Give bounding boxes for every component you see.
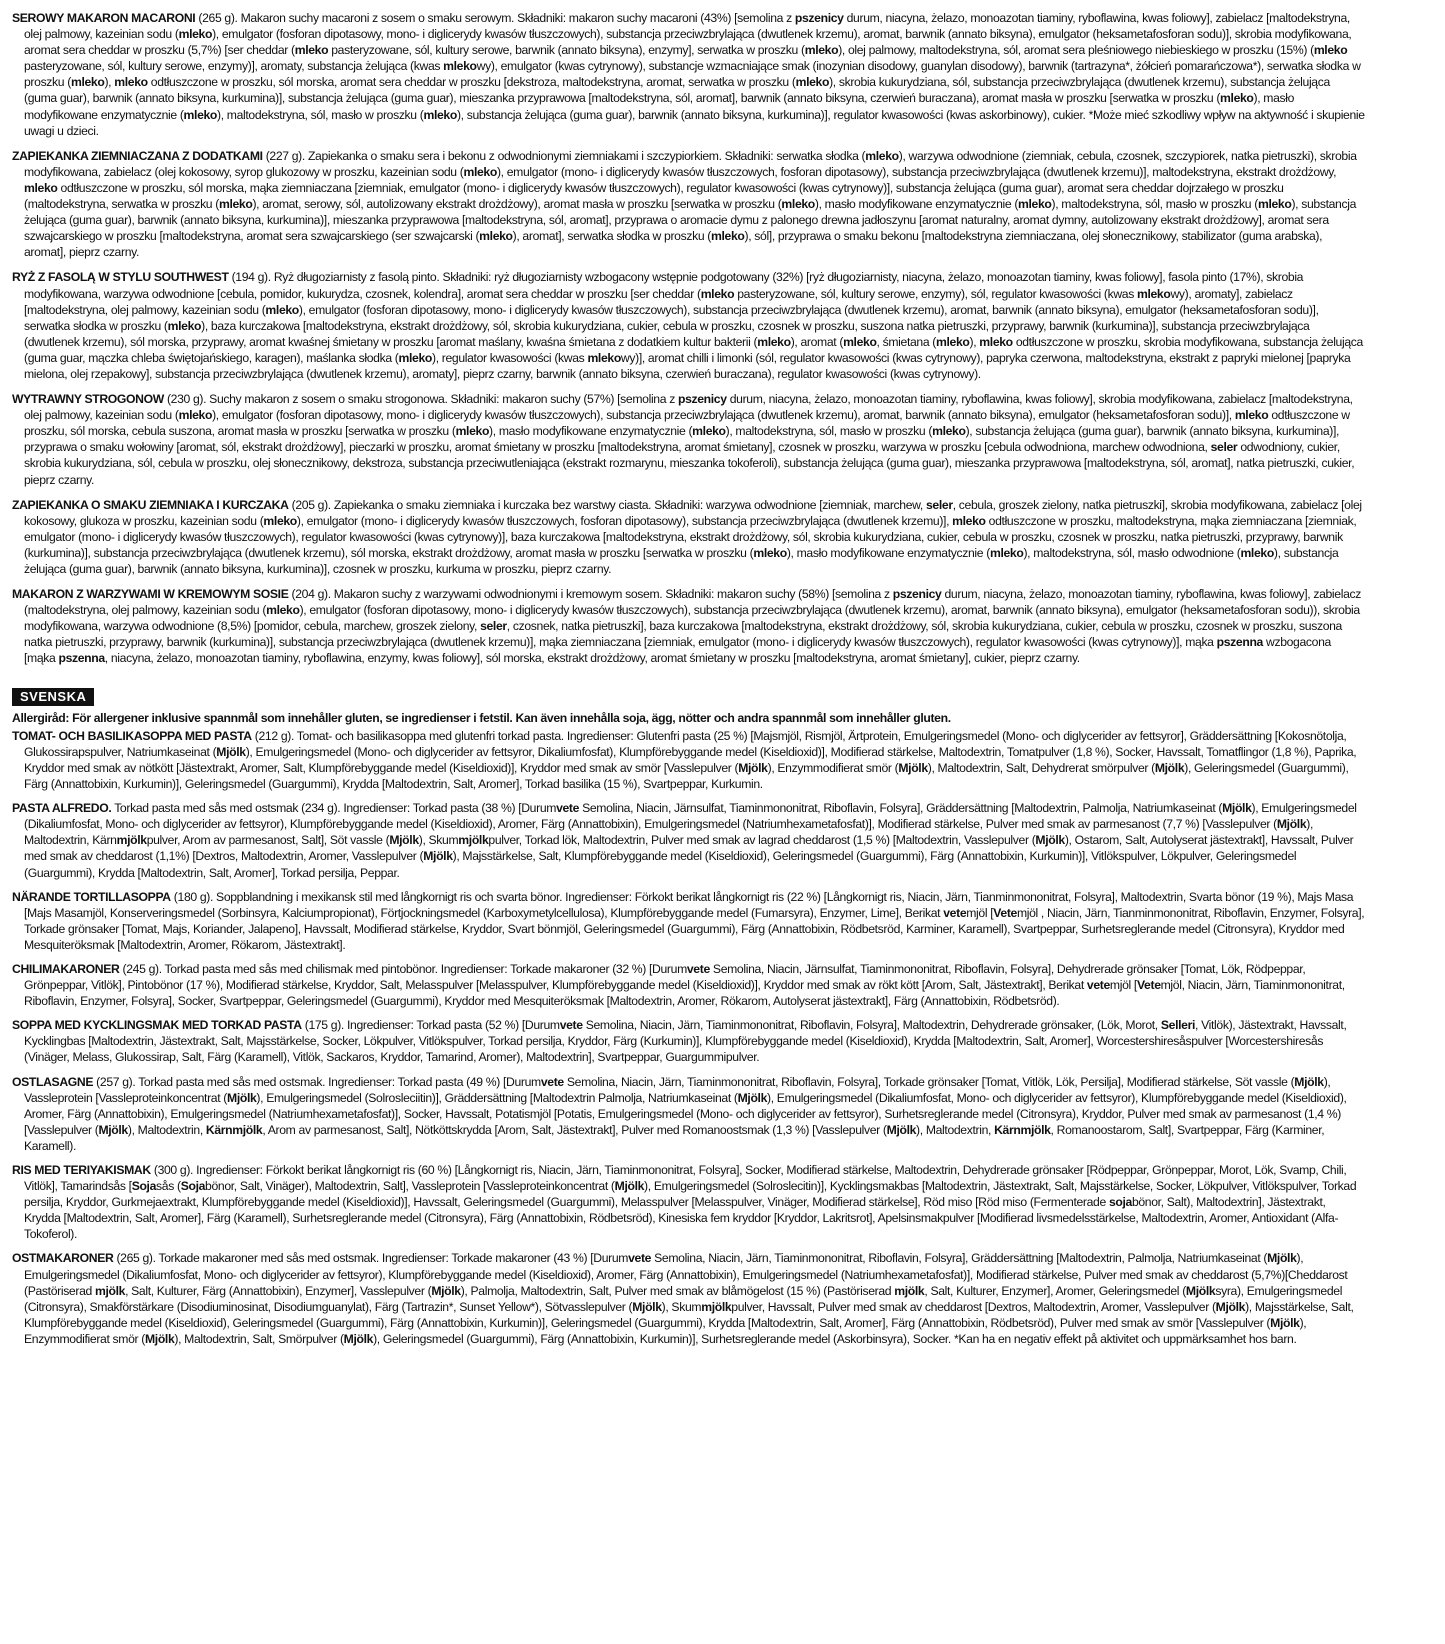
- ingredient-text: (194 g). Ryż długoziarnisty z fasolą pinto. Składniki: ryż długoziarnisty wzbogacony wstępnie podgotowany (32%) [ryż długoziarnisty, niacyna, żelazo, monoazotan tiaminy, kwas foliowy], fasola pinto (17%), skrobia modyfikowana, warzywa odwodnione [cebula, pomidor, kukurydza, czosnek, kolendra], aromat sera cheddar w proszku [ser cheddar (: [24, 270, 1304, 301]
- allergen-text: mleko: [178, 27, 213, 42]
- ingredient-text: ), Geleringsmedel (Guargummi), Färg (Annattobixin, Kurkumin)], Surhetsreglerande medel (Askorbinsyra), Socker. *Kan ha en negativ effekt på aktivitet och uppmärksamhet hos barn.: [373, 1331, 1297, 1346]
- allergen-text: vete: [559, 1018, 583, 1033]
- allergen-text: mleko: [1136, 286, 1171, 301]
- entry-text: [12, 1162, 1365, 1242]
- ingredient-text: , Romanoostarom, Salt], Svartpeppar, Färg (Karminer, Karamell).: [24, 1122, 1325, 1153]
- ingredient-text: ), olej palmowy, maltodekstryna, sól, aromat sera pleśniowego niebieskiego w proszku (15%) (: [838, 43, 1314, 58]
- swedish-section: [12, 728, 1365, 1347]
- allergen-text: mleko: [178, 408, 213, 423]
- allergen-text: mleko: [398, 350, 432, 365]
- allergen-text: mleko: [979, 334, 1013, 349]
- ingredient-text: mjöl, Niacin, Järn, Tiaminmononitrat, Riboflavin, Enzymer, Folsyra], Socker, Svartpeppar, Geleringsmedel (Guargummi), Kryddor med Mesquiteröksmak [Maltodextrin, Aromer, Rökarom, Autolyserat jästextrakt], Färg (Annattobixin, Rödbetsröd).: [24, 978, 1345, 1009]
- allergen-text: mjölk: [94, 1283, 126, 1298]
- ingredient-entry: [12, 391, 1365, 488]
- entry-text: [12, 889, 1365, 953]
- ingredient-entry: [12, 1074, 1365, 1154]
- ingredient-text: ), emulgator (fosforan dipotasowy, mono- i diglicerydy kwasów tłuszczowych), substancja przeciwzbrylająca (dwutlenek krzemu), aromat, barwnik (annato biksyna), emulgator (heksametafosforan sodu)], serwatka słodka w proszku (: [24, 302, 1319, 333]
- ingredient-text: ),: [969, 334, 980, 349]
- allergen-text: mleko: [989, 545, 1024, 560]
- entry-title: OSTLASAGNE: [12, 1074, 94, 1089]
- ingredient-text: ), aromat], serwatka słodka w proszku (: [512, 229, 712, 244]
- allergen-text: Mjölk: [1222, 801, 1252, 816]
- allergen-text: mjölk: [701, 1299, 732, 1314]
- ingredient-text: , cebula, groszek zielony, natka pietruszki], skrobia modyfikowana, zabielacz [olej kokosowy, glukoza w proszku, kazeinian sodu (: [24, 497, 1362, 528]
- ingredient-text: ), Enzymmodifierat smör (: [767, 760, 899, 775]
- ingredient-text: Semolina, Niacin, Järnsulfat, Tiaminmononitrat, Riboflavin, Folsyra], Gräddersättning [Maltodextrin, Palmolja, Natriumkaseinat (: [579, 801, 1223, 816]
- ingredient-text: , Salt, Kulturer, Färg (Annattobixin), Enzymer], Vasslepulver (: [125, 1283, 432, 1298]
- ingredient-text: ), Emulgeringsmedel (Solroslecitin)], Kycklingsmakbas [Maltodextrin, Jästextrakt, Salt, Majsstärkelse, Socker, Lökpulver, Vitlökspulver, Torkad persilja, Kryddor, Gurkmejaextrakt, Klumpförebyggande medel (Kiseldioxid)], Havssalt, Geleringsmedel (Guargummi), Melasspulver [Melasspulver, Vinäger, Modifierad stärkelse], Röd miso [Röd miso (Fermenterade: [24, 1179, 1357, 1210]
- ingredient-text: , czosnek, natka pietruszki], baza kurczakowa [maltodekstryna, ekstrakt drożdżowy, sól, skrobia kukurydziana, cukier, cebula w proszku, czosnek w proszku, suszona natka pietruszki, przyprawy, barwnik (kurkumina)], substancja przeciwzbrylająca (dwutlenek krzemu)], mąka ziemniaczana [ziemniak, emulgator (mono- i diglicerydy kwasów tłuszczowych), regulator kwasowości (kwas cytrynowy)], mąka: [24, 619, 1342, 650]
- ingredient-entry: [12, 1017, 1365, 1065]
- entry-title: RIS MED TERIYAKISMAK: [12, 1163, 151, 1177]
- ingredient-text: ), emulgator (fosforan dipotasowy, mono- i diglicerydy kwasów tłuszczowych), substancja przeciwzbrylająca (dwutlenek krzemu), aromat, barwnik (annato biksyna), emulgator (heksametafosforan sodu)], skrobia modyfikowana, aromat sera cheddar w proszku (5,7%) [ser cheddar (: [24, 27, 1352, 58]
- ingredient-text: Semolina, Niacin, Järn, Tiaminmononitrat, Riboflavin, Folsyra], Maltodextrin, Dehydrerade grönsaker, (Lök, Morot,: [582, 1018, 1161, 1033]
- ingredient-text: ), Majsstärkelse, Salt, Klumpförebyggande medel (Kiseldioxid), Geleringsmedel (Guargummi), Färg (Annattobixin, Kurkumin)], Vitlökspulver, Lökpulver, Geleringsmedel (Guargummi), Krydda [Maltodextrin, Salt, Aromer], Torkad persilja, Peppar.: [24, 849, 1297, 880]
- allergen-text: Mjölk: [1294, 1074, 1324, 1089]
- allergen-text: mjölk: [116, 833, 147, 848]
- ingredient-text: (205 g). Zapiekanka o smaku ziemniaka i kurczaka bez warstwy ciasta. Składniki: warzywa odwodnione [ziemniak, marchew,: [288, 497, 926, 512]
- ingredient-text: mjöl [: [966, 905, 994, 920]
- ingredient-text: , niacyna, żelazo, monoazotan tiaminy, ryboflawina, enzymy, kwas foliowy], sól morska, ekstrakt drożdżowy, aromat śmietany w proszku [maltodekstryna, aromat śmietany], cukier, pieprz czarny.: [104, 651, 1080, 666]
- ingredient-text: Torkad pasta med sås med ostsmak (234 g). Ingredienser: Torkad pasta (38 %) [Durum: [111, 801, 557, 816]
- entry-text: [12, 1074, 1365, 1154]
- ingredient-text: , śmietana (: [876, 334, 937, 349]
- ingredient-text: ), masło modyfikowane enzymatycznie (: [786, 545, 990, 560]
- ingredient-text: ), maltodekstryna, sól, masło w proszku (: [1051, 197, 1258, 212]
- ingredient-text: ), emulgator (mono- i diglicerydy kwasów tłuszczowych, fosforan dipotasowy), substancja przeciwzbrylająca (dwutlenek krzemu)],: [296, 513, 953, 528]
- allergen-text: mleko: [423, 107, 457, 122]
- ingredient-text: wzbogacona [mąka: [24, 635, 1331, 666]
- entry-text: [12, 1250, 1365, 1347]
- allergen-text: Kärnmjölk: [994, 1122, 1051, 1137]
- ingredient-text: odtłuszczone w proszku, sól morska, aromat sera cheddar w proszku [dekstroza, maltodekstryna, aromat, serwatka w proszku (: [147, 75, 796, 90]
- allergen-text: mleko: [70, 75, 105, 90]
- entry-title: PASTA ALFREDO.: [12, 801, 112, 816]
- allergen-text: seler: [926, 497, 953, 512]
- ingredient-text: (230 g). Suchy makaron z sosem o smaku strogonowa. Składniki: makaron suchy (57%) [semolina z: [163, 392, 678, 407]
- allergen-text: mleko: [952, 513, 986, 528]
- allergen-text: Mjölk: [227, 1090, 257, 1105]
- allergen-text: mleko: [781, 197, 815, 212]
- ingredient-entry: [12, 1162, 1365, 1242]
- allergen-text: mleko: [1313, 43, 1348, 58]
- entry-title: OSTMAKARONER: [12, 1251, 114, 1266]
- ingredient-text: (204 g). Makaron suchy z warzywami odwodnionymi i kremowym sosem. Składniki: makaron suchy (58%) [semolina z: [288, 587, 893, 602]
- allergen-text: mleko: [932, 424, 966, 439]
- allergen-text: pszenna: [1216, 635, 1263, 650]
- ingredient-entry: [12, 1250, 1365, 1347]
- ingredient-text: ), emulgator (fosforan dipotasowy, mono- i diglicerydy kwasów tłuszczowych), substancja przeciwzbrylająca (dwutlenek krzemu), aromat, barwnik (annato biksyna), emulgator (heksametafosforan sodu)), skrobia modyfikowana, warzywa odwodnione (8,5%) [pomidor, cebula, marchew, groszek zielony,: [24, 603, 1360, 634]
- allergen-text: Mjölk: [614, 1179, 645, 1194]
- ingredient-entry: [12, 586, 1365, 666]
- ingredient-text: Semolina, Niacin, Järn, Tiaminmononitrat, Riboflavin, Folsyra], Gräddersättning [Maltodextrin, Palmolja, Natriumkaseinat (: [651, 1251, 1268, 1266]
- allergen-text: Mjölk: [144, 1331, 175, 1346]
- allergen-text: Mjölk: [886, 1122, 917, 1137]
- allergen-text: pszenicy: [892, 587, 942, 602]
- ingredient-text: ), Maltodextrin, Kärn: [24, 817, 1314, 848]
- allergen-text: mleko: [114, 75, 148, 90]
- allergen-text: Mjölk: [1215, 1299, 1246, 1314]
- allergen-text: mleko: [587, 350, 621, 365]
- allergen-text: vete: [943, 905, 967, 920]
- ingredient-text: ), masło modyfikowane enzymatycznie (: [24, 91, 1295, 122]
- allergen-text: Mjölk: [423, 849, 453, 864]
- ingredient-text: mjöl [: [1109, 978, 1137, 993]
- ingredient-text: ), substancja żelująca (guma guar), barwnik (annato biksyna, kurkumina)], mieszanka przyprawowa [maltodekstryna, sól, aromat], przyprawa o aromacie dymu z palonego drewna jadłoszynu [aromat naturalny, aromat dymny, autolizowany ekstrakt drożdżowy], aromat sera szwajcarskiego w proszku [maltodekstryna, aromat sera szwajcarskiego (ser szwajcarski (: [24, 197, 1356, 244]
- allergen-text: pszenicy: [794, 11, 844, 25]
- ingredient-text: odwodniony, cukier, skrobia kukurydziana, sól, cebula w proszku, olej słonecznikowy, dekstroza, substancja przeciwutleniająca (ekstrakt rozmarynu, mieszanka tokoferoli), substancja żelująca (guma guar), mieszanka przyprawowa [maltodekstryna, sól, aromat], natka pietruszki, cukier, pieprz czarny.: [24, 440, 1355, 487]
- allergen-text: Mjölk: [216, 744, 246, 759]
- allergen-text: Soja: [180, 1179, 206, 1194]
- ingredient-text: Semolina, Niacin, Järn, Tiaminmononitrat, Riboflavin, Folsyra], Torkade grönsaker [Tomat, Vitlök, Lök, Persilja], Modifierad stärkelse, Söt vassle (: [563, 1074, 1295, 1089]
- ingredient-text: ), Maltodextrin,: [127, 1122, 206, 1137]
- ingredient-text: wy)], aromat chilli i limonki (sól, regulator kwasowości (kwas cytrynowy), papryka czerwona, maltodekstryna, ekstrakt z papryki mielonej [papryka mielona, olej rzepakowy], substancja przeciwzbrylająca (dwutlenek krzemu), aromaty], pieprz czarny, barwnik (annato biksyna, czerwień buraczana), regulator kwasowości (kwas cytrynowy).: [24, 350, 1351, 381]
- allergen-text: mleko: [265, 302, 299, 317]
- allergen-text: mleko: [455, 424, 490, 439]
- allergen-text: seler: [1210, 440, 1238, 455]
- ingredient-text: odtłuszczone w proszku, sól morska, cebula suszona, aromat masła w proszku [serwatka w proszku (: [24, 408, 1350, 439]
- ingredient-text: ), Maltodextrin, Salt, Dehydrerat smörpulver (: [927, 760, 1155, 775]
- allergen-text: mjölk: [458, 833, 489, 848]
- ingredient-entry: [12, 148, 1365, 261]
- ingredient-text: odtłuszczone w proszku, skrobia modyfikowana, substancja żelująca (guma guar, mączka chleba świętojańskiego, karagen), maślanka słodka (: [24, 334, 1363, 365]
- allergen-text: Mjölk: [343, 1331, 374, 1346]
- allergen-text: Mjölk: [389, 833, 419, 848]
- ingredient-text: ), Vassleprotein [Vassleproteinkoncentrat (: [24, 1074, 1331, 1105]
- allergy-note: Allergiråd: För allergener inklusive spannmål som innehåller gluten, se ingredienser i fetstil. Kan även innehålla soja, ägg, nötter och andra spannmål som innehåller gluten.: [12, 710, 951, 725]
- allergen-text: pszenna: [58, 651, 105, 666]
- ingredient-text: ), Emulgeringsmedel (Dikaliumfosfat, Mono- och diglycerider av fettsyror), Klumpförebyggande medel (Kiseldioxid), Aromer, Färg (Annattobixin), Emulgeringsmedel (Natriumhexametafosfat)], Modifierad stärkelse, Pulver med smak av cheddarost (5,7%)[Cheddarost (Pastöriserad: [24, 1251, 1348, 1298]
- ingredient-text: ), Maltodextrin, Salt, Smörpulver (: [174, 1331, 344, 1346]
- ingredient-text: pulver, Havssalt, Pulver med smak av cheddarost [Dextros, Maltodextrin, Aromer, Vasslepulver (: [731, 1299, 1216, 1314]
- allergen-text: mleko: [294, 43, 329, 58]
- allergen-text: mleko: [804, 43, 839, 58]
- ingredient-text: odtłuszczone w proszku, maltodekstryna, mąka ziemniaczana [ziemniak, emulgator (mono- i diglicerydy kwasów tłuszczowych), regulator kwasowości (kwas cytrynowy)], baza kurczakowa [maltodekstryna, ekstrakt drożdżowy, sól, skrobia kukurydziana, cukier, cebula w proszku, czosnek w proszku, natka pietruszki, przyprawy, barwnik (kurkumina)], substancja przeciwzbrylająca (dwutlenek krzemu), sól morska, ekstrakt drożdżowy, aromat masła w proszku [serwatka w proszku (: [24, 513, 1357, 560]
- ingredient-text: Semolina, Niacin, Järnsulfat, Tiaminmononitrat, Riboflavin, Folsyra], Dehydrerade grönsaker [Tomat, Lök, Rödpeppar, Grönpeppar, Vitlök], Pintobönor (17 %), Modifierad stärkelse, Kryddor, Salt, Melasspulver [Melasspulver, Klumpförebyggande medel (Kiseldioxid)], Kryddor med smak av rökt kött [Arom, Salt, Jästextrakt], Berikat: [24, 961, 1306, 993]
- entry-text: [12, 391, 1365, 488]
- entry-title: NÄRANDE TORTILLASOPPA: [12, 889, 171, 904]
- allergen-text: Mjölk: [738, 760, 768, 775]
- allergen-text: vete: [1086, 978, 1110, 993]
- ingredient-text: ), Emulgeringsmedel (Dikaliumfosfat, Mono- och diglycerider av fettsyror), Klumpförebyggande medel (Kiseldioxid), Aromer, Färg (Annattobixin), Emulgeringsmedel (Natriumhexametafosfat)], Modifierad stärkelse, Pulver med smak av parmesanost (7,7 %) [Vasslepulver (: [24, 801, 1357, 832]
- allergen-text: mleko: [711, 229, 745, 244]
- ingredient-text: , Arom av parmesanost, Salt], Nötköttskrydda [Arom, Salt, Jästextrakt], Pulver med Romanoostsmak (1,3 %) [Vasslepulver (: [262, 1122, 887, 1137]
- allergen-text: mleko: [1234, 408, 1269, 423]
- ingredient-text: sås (: [156, 1179, 181, 1194]
- ingredient-text: ), maltodekstryna, sól, masło w proszku (: [217, 107, 424, 122]
- ingredient-text: , Salt, Kulturer, Enzymer], Aromer, Geleringsmedel (: [924, 1283, 1186, 1298]
- entry-title: MAKARON Z WARZYWAMI W KREMOWYM SOSIE: [12, 587, 289, 602]
- allergen-text: Soja: [131, 1179, 157, 1194]
- ingredient-text: ), Maltodextrin,: [916, 1122, 995, 1137]
- entry-text: [12, 148, 1365, 261]
- allergen-text: Mjölk: [98, 1122, 128, 1137]
- allergen-text: mleko: [757, 334, 791, 349]
- ingredient-text: ), regulator kwasowości (kwas: [432, 350, 588, 365]
- entry-text: [12, 497, 1365, 577]
- allergen-text: vete: [686, 961, 710, 976]
- allergen-text: mleko: [218, 197, 253, 212]
- ingredient-entry: [12, 728, 1365, 792]
- ingredient-text: ), Ostarom, Salt, Autolyserat jästextrakt], Havssalt, Pulver med smak av cheddarost (1,1%) [Dextros, Maltodextrin, Aromer, Vasslepulver (: [24, 833, 1354, 864]
- ingredient-text: ), masło modyfikowane enzymatycznie (: [489, 424, 693, 439]
- entry-text: [12, 1017, 1365, 1065]
- ingredient-text: ), maltodekstryna, sól, masło w proszku (: [725, 424, 933, 439]
- allergen-text: Mjölk: [1185, 1283, 1216, 1298]
- ingredient-text: ), emulgator (mono- i diglicerydy kwasów tłuszczowych, fosforan dipotasowy), substancja przeciwzbrylająca (dwutlenek krzemu)], maltodekstryna, ekstrakt drożdżowy,: [496, 164, 1337, 179]
- entry-title: ZAPIEKANKA O SMAKU ZIEMNIAKA I KURCZAKA: [12, 497, 289, 512]
- entry-text: [12, 586, 1365, 666]
- ingredient-text: (175 g). Ingredienser: Torkad pasta (52 %) [Durum: [301, 1018, 560, 1033]
- allergen-text: mleko: [479, 229, 513, 244]
- ingredient-text: ), Majsstärkelse, Salt, Klumpförebyggande medel (Kiseldioxid), Geleringsmedel (Guargummi), Färg (Annattobixin, Kurkumin)], Geleringsmedel (Guargummi), Krydda [Maltodextrin, Salt, Aromer], Färg (Annattobixin, Rödbetsröd), Pulver med smak av smör [Vasslepulver (: [24, 1299, 1354, 1330]
- ingredient-text: pasteryzowane, sól, kultury serowe, barwnik (annato biksyna), enzymy], serwatka w proszku (: [328, 43, 805, 58]
- entry-title: SOPPA MED KYCKLINGSMAK MED TORKAD PASTA: [12, 1018, 302, 1033]
- allergen-text: mleko: [463, 164, 497, 179]
- ingredient-entry: [12, 800, 1365, 880]
- ingredient-text: ), maltodekstryna, sól, masło odwodnione (: [1023, 545, 1241, 560]
- ingredient-text: ), Skum: [418, 833, 459, 848]
- allergen-text: Mjölk: [1270, 1315, 1300, 1330]
- ingredient-text: ), sól], przyprawa o smaku bekonu [maltodekstryna ziemniaczana, olej słonecznikowy, stabilizator (guma arabska), aromat], pieprz czarny.: [24, 229, 1323, 260]
- entry-title: CHILIMAKARONER: [12, 961, 120, 976]
- ingredient-text: mjöl , Niacin, Järn, Tianminmononitrat, Riboflavin, Enzymer, Folsyra], Torkade grönsaker [Tomat, Majs, Koriander, Jalapeno], Havssalt, Modifierad stärkelse, Kryddor, Svart bönmjöl, Geleringsmedel (Guargummi), Färg (Annattobixin, Rödbetsröd, Karminer, Karamell), Svartpeppar, Surhetsreglerande medel (Citronsyra), Kryddor med Mesquiteröksmak [Maltodextrin, Aromer, Rökarom, Jästextrakt].: [24, 905, 1365, 952]
- allergen-text: Mjölk: [632, 1299, 662, 1314]
- ingredient-text: ),: [104, 75, 115, 90]
- ingredient-text: syra), Emulgeringsmedel (Citronsyra), Smakförstärkare (Disodiuminosinat, Disodiumguanylat), Färg (Tartrazin*, Sunset Yellow*), Sötvasslepulver (: [24, 1283, 1343, 1314]
- entry-text: [12, 728, 1365, 792]
- swedish-header: SVENSKA: [12, 688, 94, 706]
- ingredient-text: bönor, Salt), Maltodextrin], Jästextrakt, Krydda [Maltodextrin, Salt, Aromer], Färg (Karamell), Surhetsreglerande medel (Citronsyra), Färg (Annattobixin, Rödbetsröd), Kinesiska fem kryddor [Kryddor, Lakritsrot], Apelsinsmakpulver [Modifierad livsmedelsstärkelse, Maltodextrin, Aromer, Antioxidant (Alfa-Tokoferol).: [24, 1195, 1339, 1242]
- allergen-text: Mjölk: [898, 760, 928, 775]
- allergen-text: seler: [480, 619, 507, 634]
- entry-text: [12, 269, 1365, 382]
- ingredient-text: ), baza kurczakowa [maltodekstryna, ekstrakt drożdżowy, sól, skrobia kukurydziana, cukier, cebula w proszku, czosnek w proszku, suszona natka pietruszki, przyprawy, barwnik (kurkumina)], substancja przeciwzbrylająca (dwutlenek krzemu), sól morska, przyprawy, aromat kwaśnej śmietany w proszku [aromat maślany, kwaśna śmietana z dodatkiem kultur bakterii (: [24, 318, 1310, 349]
- entry-title: ZAPIEKANKA ZIEMNIACZANA Z DODATKAMI: [12, 148, 263, 163]
- allergen-text: pszenicy: [677, 392, 727, 407]
- allergen-text: soja: [1108, 1195, 1132, 1210]
- ingredient-text: , Vitlök), Jästextrakt, Havssalt, Kycklingbas [Maltodextrin, Jästextrakt, Salt, Majsstärkelse, Socker, Lökpulver, Vitlökspulver, Torkad persilja, Kryddor, Färg (Kurkumin)], Klumpförebyggande medel (Kiseldioxid), Krydda [Maltodextrin, Salt, Aromer], Worcestershiresåspulver [Worcestershiresås (Vinäger, Melass, Glukossirap, Salt, Färg (Karamell), Vitlök, Sackaros, Kryddor, Tamarind, Aromer), Maltodextrin], Svartpeppar, Guargummipulver.: [24, 1018, 1347, 1065]
- entry-text: [12, 10, 1365, 139]
- allergen-text: Mjölk: [1267, 1251, 1297, 1266]
- allergen-text: Selleri: [1160, 1018, 1196, 1033]
- ingredient-text: pasteryzowane, sól, kultury serowe, enzymy)], aromaty, substancja żelująca (kwas: [24, 59, 444, 74]
- ingredient-text: ), substancja żelująca (guma guar), barwnik (annato biksyna, kurkumina)], czosnek w proszku, kurkuma w proszku, pieprz czarny.: [24, 545, 1339, 576]
- allergen-text: mleko: [1257, 197, 1292, 212]
- entry-title: TOMAT- OCH BASILIKASOPPA MED PASTA: [12, 728, 252, 743]
- ingredient-text: ), aromat (: [790, 334, 844, 349]
- allergen-text: vete: [540, 1074, 564, 1089]
- allergen-text: mleko: [24, 180, 58, 195]
- ingredient-text: ), Emulgeringsmedel (Mono- och diglycerider av fettsyror, Dikaliumfosfat), Klumpförebyggande medel (Kiseldioxid)], Modifierad stärkelse, Maltodextrin, Tomatpulver (1,8 %), Socker, Havssalt, Tomatflingor (1,8 %), Paprika, Kryddor med smak av nötkött [Jästextrakt, Aromer, Salt, Klumpförebyggande medel (Kiseldioxid)], Kryddor med smak av smör [Vasslepulver (: [24, 744, 1357, 775]
- entry-text: [12, 961, 1365, 1009]
- ingredient-text: wy), aromaty], zabielacz [maltodekstryna, olej palmowy, kazeinian sodu (: [24, 286, 1293, 317]
- ingredient-text: pulver, Torkad lök, Maltodextrin, Pulver med smak av lagrad cheddarost (1,5 %) [Maltodextrin, Vasslepulver (: [488, 833, 1036, 848]
- ingredient-text: ), substancja żelująca (guma guar), barwnik (annato biksyna, kurkumina)], regulator kwasowości (kwas askorbinowy), cukier. *Może mieć szkodliwy wpływ na aktywność i skupienie uwagi u dzieci.: [24, 107, 1365, 138]
- ingredient-text: ), aromat, serowy, sól, autolizowany ekstrakt drożdżowy), aromat masła w proszku [serwatka w proszku (: [252, 197, 782, 212]
- ingredient-text: ), Emulgeringsmedel (Dikaliumfosfat, Mono- och diglycerider av fettsyror), Klumpförebyggande medel (Kiseldioxid), Aromer, Färg (Annattobixin), Emulgeringsmedel (Natriumhexametafosfat)], Socker, Havssalt, Potatismjöl [Potatis, Emulgeringsmedel (Mono- och diglycerider av fettsyror), Surhetsreglerande medel (Citronsyra), Kryddor, Pulver med smak av parmesanost (1,4 %) [Vasslepulver (: [24, 1090, 1347, 1137]
- ingredient-text: durum, niacyna, żelazo, monoazotan tiaminy, ryboflawina, kwas foliowy], zabielacz (maltodekstryna, olej palmowy, kazeinian sodu (: [24, 587, 1361, 618]
- ingredient-text: ), Skum: [661, 1299, 702, 1314]
- allergen-text: mleko: [443, 59, 477, 74]
- entry-text: [12, 800, 1365, 880]
- allergen-text: mleko: [1240, 545, 1274, 560]
- allergen-text: mjölk: [894, 1283, 925, 1298]
- allergen-text: Kärnmjölk: [205, 1122, 263, 1137]
- allergen-text: Vete: [993, 905, 1017, 920]
- ingredient-text: (257 g). Torkad pasta med sås med ostsmak. Ingredienser: Torkad pasta (49 %) [Durum: [93, 1074, 541, 1089]
- polish-section: [12, 10, 1365, 667]
- entry-title: SEROWY MAKARON MACARONI: [12, 11, 196, 25]
- allergen-text: mleko: [936, 334, 970, 349]
- allergen-text: mleko: [692, 424, 726, 439]
- allergen-text: mleko: [753, 545, 787, 560]
- ingredient-text: (300 g). Ingredienser: Förkokt berikat långkornigt ris (60 %) [Långkornigt ris, Niacin, Järn, Tiaminmononitrat, Folsyra], Socker, Modifierad stärkelse, Maltodextrin, Dehydrerade grönsaker [Rödpeppar, Grönpeppar, Morot, Lök, Svamp, Chili, Vitlök], Tamarindsås [: [24, 1163, 1347, 1194]
- ingredient-text: (245 g). Torkad pasta med sås med chilismak med pintobönor. Ingredienser: Torkade makaroner (32 %) [Durum: [119, 961, 687, 976]
- ingredient-text: pulver, Arom av parmesanost, Salt], Söt vassle (: [146, 833, 390, 848]
- allergen-text: vete: [628, 1251, 652, 1266]
- allergen-text: mleko: [865, 148, 899, 163]
- ingredient-text: ), Emulgeringsmedel (Solrosleciitin)], Gräddersättning [Maltodextrin Palmolja, Natriumkaseinat (: [256, 1090, 738, 1105]
- ingredient-text: pasteryzowane, sól, kultury serowe, enzymy), sól, regulator kwasowości (kwas: [734, 286, 1137, 301]
- ingredient-entry: [12, 497, 1365, 577]
- allergen-text: vete: [556, 801, 580, 816]
- ingredient-text: ), masło modyfikowane enzymatycznie (: [814, 197, 1019, 212]
- allergen-text: mleko: [700, 286, 735, 301]
- ingredient-text: (180 g). Soppblandning i mexikansk stil med långkornigt ris och svarta bönor. Ingredienser: Förkokt berikat långkornigt ris (22 %) [Långkornigt ris, Niacin, Järn, Tianminmononitrat, Folsyra], Maltodextrin, Svarta bönor (19 %), Majs Masa [Majs Masamjöl, Konserveringsmedel (Sorbinsyra, Kalciumpropionat), Förtjockningsmedel (Karboxymetylcellulosa), Klumpförebyggande medel (Fumarsyra), Enzymer, Lime], Berikat: [24, 889, 1354, 920]
- entry-title: WYTRAWNY STROGONOW: [12, 392, 164, 407]
- ingredient-entry: [12, 889, 1365, 953]
- ingredient-entry: [12, 961, 1365, 1009]
- allergen-text: mleko: [795, 75, 830, 90]
- allergen-text: mleko: [263, 513, 297, 528]
- ingredient-text: bönor, Salt, Vinäger), Maltodextrin, Salt], Vassleprotein [Vassleproteinkoncentrat (: [205, 1179, 615, 1194]
- allergen-text: Mjölk: [431, 1283, 461, 1298]
- ingredient-text: ), Palmolja, Maltodextrin, Salt, Pulver med smak av blåmögelost (15 %) (Pastöriserad: [460, 1283, 895, 1298]
- ingredient-text: (212 g). Tomat- och basilikasoppa med glutenfri torkad pasta. Ingredienser: Glutenfri pasta (25 %) [Majsmjöl, Rismjöl, Ärtprotein, Emulgeringsmedel (Mono- och diglycerider av fettsyror], Gräddersättning [Kokosnötolja, Glukossirapspulver, Natriumkaseinat (: [24, 728, 1347, 759]
- ingredient-text: (227 g). Zapiekanka o smaku sera i bekonu z odwodnionymi ziemniakami i szczypiorkiem. Składniki: serwatka słodka (: [262, 148, 866, 163]
- allergen-text: mleko: [266, 603, 300, 618]
- entry-title: RYŻ Z FASOLĄ W STYLU SOUTHWEST: [12, 270, 229, 285]
- allergen-text: mleko: [1220, 91, 1254, 106]
- ingredient-text: ), skrobia kukurydziana, sól, substancja przeciwzbrylająca (dwutlenek krzemu), substancja żelująca (guma guar), barwnik (annato biksyna, kurkumina)], substancja żelująca (guma guar), mieszanka przyprawowa [maltodekstryna, sól, aromat], barwnik (annato biksyna, czerwień buraczana), aromat masła w proszku [serwatka w proszku (: [24, 75, 1330, 106]
- allergen-text: mleko: [183, 107, 218, 122]
- allergen-text: Mjölk: [1154, 760, 1185, 775]
- ingredient-text: wy), emulgator (kwas cytrynowy), substancje wzmacniające smak (inozynian disodowy, guanylan disodowy), barwnik (tartrazyna*, żółcień pomarańczowa*), serwatka słodka w proszku (: [24, 59, 1361, 90]
- ingredient-text: ), emulgator (fosforan dipotasowy, mono- i diglicerydy kwasów tłuszczowych), substancja przeciwzbrylająca (dwutlenek krzemu), aromat, barwnik (annato biksyna), emulgator (heksametafosforan sodu)],: [212, 408, 1235, 423]
- ingredient-text: durum, niacyna, żelazo, monoazotan tiaminy, ryboflawina, kwas foliowy], skrobia modyfikowana, zabielacz [maltodekstryna, olej palmowy, kazeinian sodu (: [24, 392, 1353, 423]
- ingredient-entry: [12, 269, 1365, 382]
- ingredient-text: ), substancja żelująca (guma guar), barwnik (annato biksyna, kurkumina)], przyprawa o smaku wołowiny [aromat, sól, ekstrakt drożdżowy], pieczarki w proszku, aromat śmietany w proszku [maltodekstryna, aromat śmietany], czosnek w proszku, warzywa w proszku [cebula odwodniona, marchew odwodniona,: [24, 424, 1340, 455]
- allergen-text: mleko: [167, 318, 202, 333]
- ingredient-entry: [12, 10, 1365, 139]
- ingredient-text: ), Enzymmodifierat smör (: [24, 1315, 1307, 1346]
- ingredient-text: durum, niacyna, żelazo, monoazotan tiaminy, ryboflawina, kwas foliowy], zabielacz [maltodekstryna, olej palmowy, kazeinian sodu (: [24, 11, 1350, 42]
- ingredient-text: ), warzywa odwodnione (ziemniak, cebula, czosnek, szczypiorek, natka pietruszki), skrobia modyfikowana, zabielacz (olej kokosowy, syrop glukozowy w proszku, kazeinian sodu (: [24, 148, 1357, 179]
- allergen-text: Mjölk: [1035, 833, 1065, 848]
- ingredient-text: odtłuszczone w proszku, sól morska, mąka ziemniaczana [ziemniak, emulgator (mono- i diglicerydy kwasów tłuszczowych), regulator kwasowości (kwas cytrynowy)], substancja żelująca (guma guar), aromat sera cheddar dojrzałego w proszku (maltodekstryna, serwatka w proszku (: [24, 180, 1284, 212]
- allergen-text: Vete: [1136, 978, 1161, 993]
- allergen-text: Mjölk: [737, 1090, 768, 1105]
- allergen-text: mleko: [1018, 197, 1052, 212]
- allergen-text: mleko: [843, 334, 877, 349]
- ingredient-text: (265 g). Torkade makaroner med sås med ostsmak. Ingredienser: Torkade makaroner (43 %) [Durum: [113, 1251, 629, 1266]
- ingredient-text: ), Geleringsmedel (Guargummi), Färg (Annattobixin, Kurkumin)], Geleringsmedel (Guargummi), Krydda [Maltodextrin, Salt, Aromer], Torkad basilika (15 %), Svartpeppar, Kurkumin.: [24, 760, 1349, 792]
- allergen-text: Mjölk: [1276, 817, 1307, 832]
- ingredient-text: (265 g). Makaron suchy macaroni z sosem o smaku serowym. Składniki: makaron suchy macaroni (43%) [semolina z: [195, 11, 795, 25]
